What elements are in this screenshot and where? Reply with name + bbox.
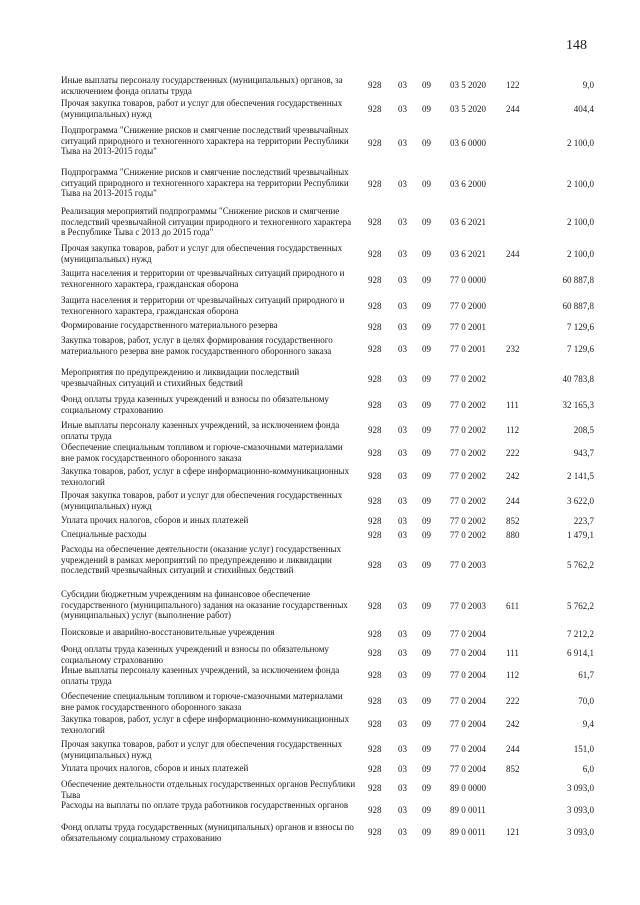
- target-code-cell: 77 0 2004: [450, 629, 486, 639]
- gov-cell: 928: [368, 560, 382, 570]
- subsection-cell: 09: [422, 744, 431, 754]
- amount-cell: 2 100,0: [567, 217, 594, 227]
- expense-type-cell: 852: [506, 764, 520, 774]
- amount-cell: 7 212,2: [567, 629, 594, 639]
- row-description: Прочая закупка товаров, работ и услуг для обеспечения государственных (муниципальных) нужд: [61, 243, 343, 264]
- gov-cell: 928: [368, 670, 382, 680]
- gov-cell: 928: [368, 696, 382, 706]
- section-cell: 03: [398, 530, 407, 540]
- amount-cell: 2 100,0: [567, 249, 594, 259]
- amount-cell: 9,0: [582, 80, 594, 90]
- target-code-cell: 03 5 2020: [450, 104, 486, 114]
- amount-cell: 61,7: [578, 670, 594, 680]
- target-code-cell: 77 0 2002: [450, 530, 486, 540]
- gov-cell: 928: [368, 530, 382, 540]
- amount-cell: 6,0: [582, 764, 594, 774]
- gov-cell: 928: [368, 400, 382, 410]
- row-description: Прочая закупка товаров, работ и услуг для обеспечения государственных (муниципальных) нужд: [61, 98, 343, 119]
- target-code-cell: 03 6 2021: [450, 217, 486, 227]
- expense-type-cell: 242: [506, 719, 520, 729]
- section-cell: 03: [398, 648, 407, 658]
- section-cell: 03: [398, 764, 407, 774]
- gov-cell: 928: [368, 471, 382, 481]
- row-description: Обеспечение деятельности отдельных государственных органов Республики Тыва: [61, 779, 356, 800]
- gov-cell: 928: [368, 179, 382, 189]
- amount-cell: 151,0: [573, 744, 594, 754]
- target-code-cell: 77 0 2002: [450, 374, 486, 384]
- gov-cell: 928: [368, 80, 382, 90]
- subsection-cell: 09: [422, 275, 431, 285]
- expense-type-cell: 244: [506, 104, 520, 114]
- table-row: [0, 665, 640, 685]
- row-description: Реализация мероприятий подпрограммы "Снижение рисков и смягчение последствий чрезвычайной ситуации природного и техногенного характера в Республике Тыва с 2013 до 2015 года": [61, 206, 352, 238]
- target-code-cell: 77 0 2003: [450, 601, 486, 611]
- table-row: [0, 691, 640, 711]
- amount-cell: 6 914,1: [567, 648, 594, 658]
- target-code-cell: 77 0 2004: [450, 719, 486, 729]
- subsection-cell: 09: [422, 827, 431, 837]
- subsection-cell: 09: [422, 601, 431, 611]
- section-cell: 03: [398, 179, 407, 189]
- section-cell: 03: [398, 344, 407, 354]
- expense-type-cell: 244: [506, 744, 520, 754]
- section-cell: 03: [398, 138, 407, 148]
- subsection-cell: 09: [422, 344, 431, 354]
- section-cell: 03: [398, 670, 407, 680]
- section-cell: 03: [398, 249, 407, 259]
- target-code-cell: 03 6 0000: [450, 138, 486, 148]
- gov-cell: 928: [368, 104, 382, 114]
- section-cell: 03: [398, 719, 407, 729]
- target-code-cell: 77 0 2002: [450, 400, 486, 410]
- expense-type-cell: 880: [506, 530, 520, 540]
- table-row: [0, 644, 640, 665]
- section-cell: 03: [398, 275, 407, 285]
- subsection-cell: 09: [422, 471, 431, 481]
- row-description: Мероприятия по предупреждению и ликвидации последствий чрезвычайных ситуаций и стихийных бедствий: [61, 367, 300, 388]
- section-cell: 03: [398, 448, 407, 458]
- section-cell: 03: [398, 301, 407, 311]
- subsection-cell: 09: [422, 696, 431, 706]
- amount-cell: 3 093,0: [567, 805, 594, 815]
- section-cell: 03: [398, 629, 407, 639]
- target-code-cell: 03 5 2020: [450, 80, 486, 90]
- target-code-cell: 89 0 0000: [450, 783, 486, 793]
- amount-cell: 2 141,5: [567, 471, 594, 481]
- target-code-cell: 77 0 2004: [450, 764, 486, 774]
- subsection-cell: 09: [422, 530, 431, 540]
- table-row: [0, 335, 640, 363]
- target-code-cell: 77 0 2002: [450, 448, 486, 458]
- expense-type-cell: 122: [506, 80, 520, 90]
- subsection-cell: 09: [422, 374, 431, 384]
- target-code-cell: 77 0 2002: [450, 425, 486, 435]
- table-row: [0, 268, 640, 292]
- expense-type-cell: 112: [506, 425, 520, 435]
- target-code-cell: 77 0 2003: [450, 560, 486, 570]
- table-row: [0, 822, 640, 842]
- target-code-cell: 03 6 2021: [450, 249, 486, 259]
- subsection-cell: 09: [422, 516, 431, 526]
- gov-cell: 928: [368, 719, 382, 729]
- row-description: Уплата прочих налогов, сборов и иных платежей: [61, 515, 249, 525]
- row-description: Подпрограмма "Снижение рисков и смягчение последствий чрезвычайных ситуаций природного и техногенного характера на территории Республики Тыва на 2013-2015 годы": [61, 167, 349, 199]
- row-description: Иные выплаты персоналу казенных учреждений, за исключением фонда оплаты труда: [61, 420, 340, 441]
- table-row: [0, 466, 640, 486]
- subsection-cell: 09: [422, 104, 431, 114]
- row-description: Фонд оплаты труда государственных (муниципальных) органов и взносы по обязательному социальному страхованию: [61, 822, 354, 843]
- subsection-cell: 09: [422, 301, 431, 311]
- expense-type-cell: 112: [506, 670, 520, 680]
- row-description: Подпрограмма "Снижение рисков и смягчение последствий чрезвычайных ситуаций природного и техногенного характера на территории Республики Тыва на 2013-2015 годы": [61, 125, 349, 157]
- row-description: Закупка товаров, работ, услуг в целях формирования государственного материального резерва вне рамок государственного оборонного заказа: [61, 335, 333, 356]
- row-description: Расходы на выплаты по оплате труда работников государственных органов: [61, 800, 349, 810]
- target-code-cell: 89 0 0011: [450, 827, 486, 837]
- gov-cell: 928: [368, 138, 382, 148]
- section-cell: 03: [398, 104, 407, 114]
- subsection-cell: 09: [422, 805, 431, 815]
- gov-cell: 928: [368, 217, 382, 227]
- amount-cell: 60 887,8: [562, 301, 594, 311]
- table-row: [0, 167, 640, 201]
- target-code-cell: 77 0 2004: [450, 744, 486, 754]
- table-row: [0, 394, 640, 416]
- amount-cell: 3 622,0: [567, 496, 594, 506]
- subsection-cell: 09: [422, 719, 431, 729]
- row-description: Фонд оплаты труда казенных учреждений и взносы по обязательному социальному страхованию: [61, 644, 329, 665]
- table-row: [0, 367, 640, 391]
- subsection-cell: 09: [422, 764, 431, 774]
- amount-cell: 2 100,0: [567, 138, 594, 148]
- section-cell: 03: [398, 696, 407, 706]
- amount-cell: 40 783,8: [562, 374, 594, 384]
- section-cell: 03: [398, 783, 407, 793]
- table-row: [0, 125, 640, 161]
- section-cell: 03: [398, 400, 407, 410]
- row-description: Закупка товаров, работ, услуг в сфере информационно-коммуникационных технологий: [61, 714, 350, 735]
- gov-cell: 928: [368, 275, 382, 285]
- gov-cell: 928: [368, 374, 382, 384]
- amount-cell: 5 762,2: [567, 601, 594, 611]
- gov-cell: 928: [368, 764, 382, 774]
- row-description: Прочая закупка товаров, работ и услуг для обеспечения государственных (муниципальных) нужд: [61, 739, 343, 760]
- target-code-cell: 77 0 2004: [450, 670, 486, 680]
- subsection-cell: 09: [422, 448, 431, 458]
- row-description: Фонд оплаты труда казенных учреждений и взносы по обязательному социальному страхованию: [61, 394, 329, 415]
- target-code-cell: 77 0 2004: [450, 648, 486, 658]
- section-cell: 03: [398, 496, 407, 506]
- table-row: [0, 627, 640, 641]
- amount-cell: 223,7: [573, 516, 594, 526]
- section-cell: 03: [398, 374, 407, 384]
- table-row: [0, 320, 640, 333]
- expense-type-cell: 244: [506, 496, 520, 506]
- table-row: [0, 529, 640, 541]
- amount-cell: 208,5: [573, 425, 594, 435]
- expense-type-cell: 611: [506, 601, 520, 611]
- table-row: [0, 544, 640, 586]
- amount-cell: 943,7: [573, 448, 594, 458]
- table-row: [0, 763, 640, 775]
- table-row: [0, 295, 640, 317]
- row-description: Уплата прочих налогов, сборов и иных платежей: [61, 763, 249, 773]
- gov-cell: 928: [368, 425, 382, 435]
- row-description: Обеспечение специальным топливом и горюче-смазочными материалами вне рамок государственного оборонного заказа: [61, 691, 343, 712]
- row-description: Защита населения и территории от чрезвычайных ситуаций природного и техногенного характера, гражданская оборона: [61, 268, 345, 289]
- section-cell: 03: [398, 516, 407, 526]
- row-description: Закупка товаров, работ, услуг в сфере информационно-коммуникационных технологий: [61, 466, 350, 487]
- table-row: [0, 739, 640, 759]
- expense-type-cell: 121: [506, 827, 520, 837]
- gov-cell: 928: [368, 448, 382, 458]
- section-cell: 03: [398, 827, 407, 837]
- page-number: 148: [566, 38, 587, 53]
- section-cell: 03: [398, 425, 407, 435]
- target-code-cell: 77 0 2002: [450, 471, 486, 481]
- amount-cell: 60 887,8: [562, 275, 594, 285]
- target-code-cell: 77 0 0000: [450, 275, 486, 285]
- section-cell: 03: [398, 80, 407, 90]
- target-code-cell: 77 0 2004: [450, 696, 486, 706]
- subsection-cell: 09: [422, 783, 431, 793]
- table-row: [0, 714, 640, 734]
- subsection-cell: 09: [422, 249, 431, 259]
- expense-type-cell: 232: [506, 344, 520, 354]
- table-row: [0, 490, 640, 512]
- section-cell: 03: [398, 560, 407, 570]
- subsection-cell: 09: [422, 217, 431, 227]
- gov-cell: 928: [368, 648, 382, 658]
- table-row: [0, 589, 640, 623]
- gov-cell: 928: [368, 496, 382, 506]
- target-code-cell: 03 6 2000: [450, 179, 486, 189]
- table-row: [0, 243, 640, 265]
- gov-cell: 928: [368, 344, 382, 354]
- gov-cell: 928: [368, 249, 382, 259]
- table-row: [0, 779, 640, 800]
- expense-type-cell: 111: [506, 648, 519, 658]
- subsection-cell: 09: [422, 80, 431, 90]
- target-code-cell: 77 0 2000: [450, 301, 486, 311]
- gov-cell: 928: [368, 601, 382, 611]
- amount-cell: 5 762,2: [567, 560, 594, 570]
- expense-type-cell: 852: [506, 516, 520, 526]
- amount-cell: 3 093,0: [567, 827, 594, 837]
- subsection-cell: 09: [422, 560, 431, 570]
- row-description: Иные выплаты персоналу государственных (муниципальных) органов, за исключением фонда оплаты труда: [61, 75, 343, 96]
- expense-type-cell: 242: [506, 471, 520, 481]
- gov-cell: 928: [368, 301, 382, 311]
- gov-cell: 928: [368, 629, 382, 639]
- section-cell: 03: [398, 805, 407, 815]
- row-description: Поисковые и аварийно-восстановительные учреждения: [61, 627, 275, 637]
- amount-cell: 1 479,1: [567, 530, 594, 540]
- expense-type-cell: 222: [506, 696, 520, 706]
- section-cell: 03: [398, 471, 407, 481]
- subsection-cell: 09: [422, 629, 431, 639]
- target-code-cell: 77 0 2002: [450, 496, 486, 506]
- subsection-cell: 09: [422, 670, 431, 680]
- gov-cell: 928: [368, 783, 382, 793]
- section-cell: 03: [398, 744, 407, 754]
- amount-cell: 70,0: [578, 696, 594, 706]
- subsection-cell: 09: [422, 425, 431, 435]
- gov-cell: 928: [368, 827, 382, 837]
- subsection-cell: 09: [422, 400, 431, 410]
- row-description: Субсидии бюджетным учреждениям на финансовое обеспечение государственного (муниципального) задания на оказание государственных (муниципальных) услуг (выполнение работ): [61, 589, 348, 621]
- subsection-cell: 09: [422, 648, 431, 658]
- row-description: Расходы на обеспечение деятельности (оказание услуг) государственных учреждений в рамках мероприятий по предупреждению и ликвидации последствий чрезвычайных ситуаций и стихийных бедствий: [61, 544, 342, 576]
- target-code-cell: 77 0 2001: [450, 322, 486, 332]
- table-row: [0, 206, 640, 238]
- table-row: [0, 75, 640, 95]
- subsection-cell: 09: [422, 179, 431, 189]
- amount-cell: 9,4: [582, 719, 594, 729]
- subsection-cell: 09: [422, 496, 431, 506]
- amount-cell: 32 165,3: [562, 400, 594, 410]
- section-cell: 03: [398, 601, 407, 611]
- row-description: Специальные расходы: [61, 529, 147, 539]
- expense-type-cell: 222: [506, 448, 520, 458]
- amount-cell: 3 093,0: [567, 783, 594, 793]
- expense-type-cell: 244: [506, 249, 520, 259]
- gov-cell: 928: [368, 516, 382, 526]
- amount-cell: 7 129,6: [567, 322, 594, 332]
- subsection-cell: 09: [422, 322, 431, 332]
- amount-cell: 7 129,6: [567, 344, 594, 354]
- table-row: [0, 442, 640, 464]
- table-row: [0, 420, 640, 440]
- section-cell: 03: [398, 217, 407, 227]
- subsection-cell: 09: [422, 138, 431, 148]
- gov-cell: 928: [368, 322, 382, 332]
- row-description: Защита населения и территории от чрезвычайных ситуаций природного и техногенного характера, гражданская оборона: [61, 295, 345, 316]
- target-code-cell: 89 0 0011: [450, 805, 486, 815]
- row-description: Обеспечение специальным топливом и горюче-смазочными материалами вне рамок государственного оборонного заказа: [61, 442, 343, 463]
- row-description: Формирование государственного материального резерва: [61, 320, 278, 330]
- table-row: [0, 515, 640, 527]
- gov-cell: 928: [368, 744, 382, 754]
- row-description: Прочая закупка товаров, работ и услуг для обеспечения государственных (муниципальных) нужд: [61, 490, 343, 511]
- expense-type-cell: 111: [506, 400, 519, 410]
- target-code-cell: 77 0 2001: [450, 344, 486, 354]
- gov-cell: 928: [368, 805, 382, 815]
- section-cell: 03: [398, 322, 407, 332]
- row-description: Иные выплаты персоналу казенных учреждений, за исключением фонда оплаты труда: [61, 665, 340, 686]
- table-row: [0, 98, 640, 120]
- table-row: [0, 800, 640, 820]
- amount-cell: 2 100,0: [567, 179, 594, 189]
- target-code-cell: 77 0 2002: [450, 516, 486, 526]
- amount-cell: 404,4: [573, 104, 594, 114]
